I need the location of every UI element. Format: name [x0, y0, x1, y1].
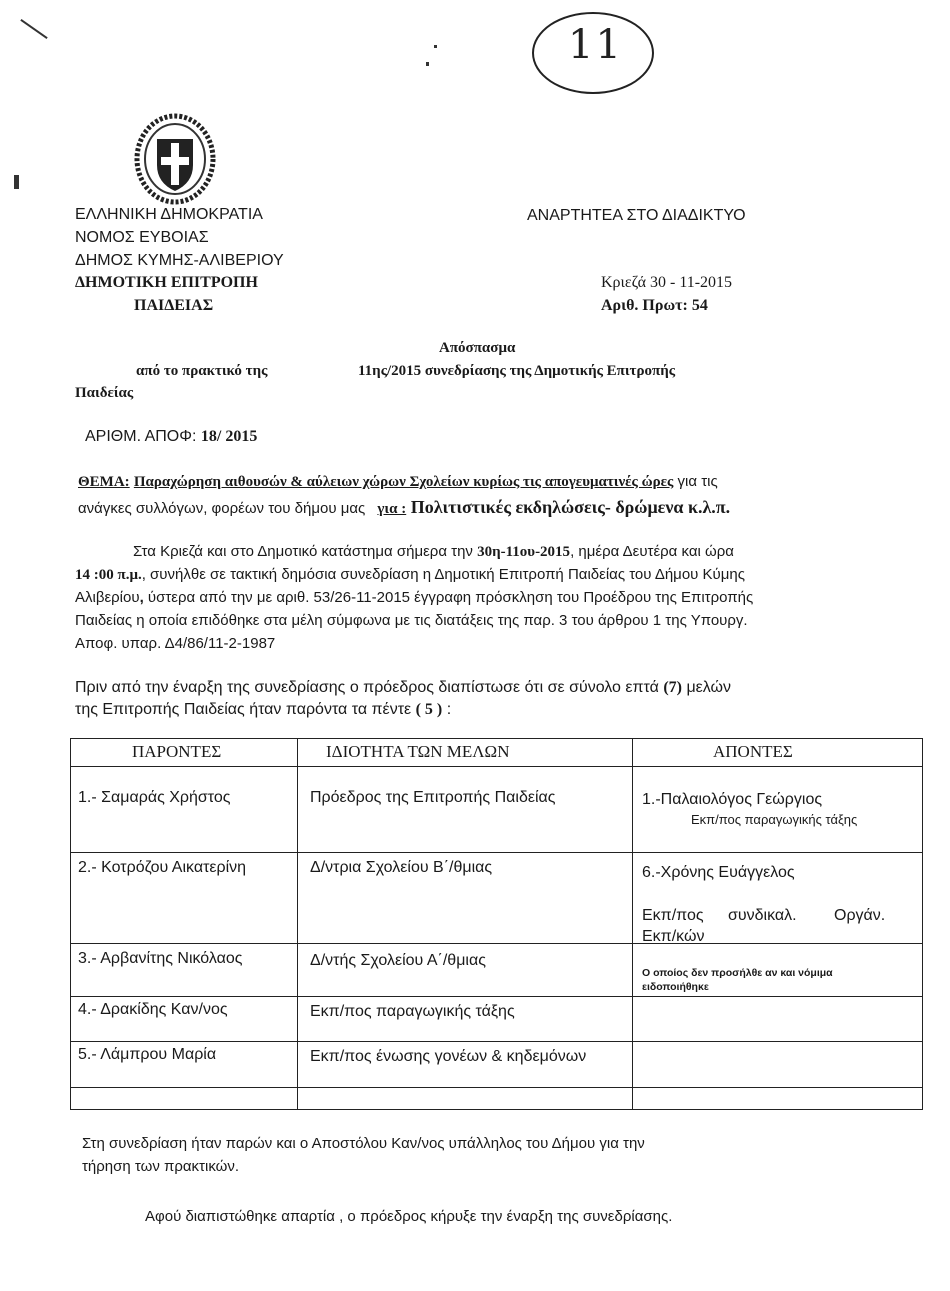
- absence-note-l1: Ο οποίος δεν προσήλθε αν και νόμιμα: [642, 967, 833, 979]
- meeting-date: 30η-11ου-2015: [477, 544, 571, 560]
- absent-member-role-l2: Εκπ/κών: [642, 928, 705, 945]
- body-line1b: , ημέρα Δευτέρα και ώρα: [570, 543, 734, 560]
- extract-title: Απόσπασμα: [439, 340, 516, 356]
- scan-mark: [426, 62, 429, 66]
- extract-line1a: από το πρακτικό της: [136, 363, 268, 379]
- decision-label: ΑΡΙΘΜ. ΑΠΟΦ:: [85, 428, 197, 445]
- present-member: 4.- Δρακίδης Καν/νος: [78, 1001, 228, 1018]
- col-header-role: ΙΔΙΟΤΗΤΑ ΤΩΝ ΜΕΛΩΝ: [326, 742, 510, 761]
- quorum-line1a: Πριν από την έναρξη της συνεδρίασης ο πρόεδρος διαπίστωσε ότι σε σύνολο επτά: [75, 679, 664, 696]
- quorum-declaration: Αφού διαπιστώθηκε απαρτία , ο πρόεδρος κήρυξε την έναρξη της συνεδρίασης.: [145, 1208, 673, 1225]
- body-line3-comma: ,: [139, 589, 144, 606]
- absent-member-role-w1: Εκπ/πος: [642, 907, 704, 924]
- quorum-present: ( 5 ): [415, 701, 443, 718]
- member-role: Δ/ντής Σχολείου Α΄/θμιας: [310, 952, 486, 969]
- minutes-line1: Στη συνεδρίαση ήταν παρών και ο Αποστόλου Καν/νος υπάλληλος του Δήμου για την: [82, 1135, 645, 1152]
- body-line3a: Αλιβερίου: [75, 589, 140, 606]
- scan-mark: [20, 19, 47, 39]
- scan-mark: [14, 175, 19, 189]
- decision-number: 18/ 2015: [200, 428, 258, 445]
- subject-line2a: ανάγκες συλλόγων, φορέων του δήμου μας: [78, 500, 366, 517]
- coat-of-arms-emblem: [134, 113, 216, 205]
- meeting-time: 14 :00 π.μ.: [75, 567, 142, 583]
- col-header-absent: ΑΠΟΝΤΕΣ: [713, 742, 793, 761]
- member-role: Εκπ/πος παραγωγικής τάξης: [310, 1003, 515, 1020]
- attendance-table: [70, 738, 923, 1110]
- scan-mark: [434, 45, 437, 48]
- place-date: Κριεζά 30 - 11-2015: [601, 274, 733, 291]
- present-member: 1.- Σαμαράς Χρήστος: [78, 789, 231, 806]
- header-committee: ΔΗΜΟΤΙΚΗ ΕΠΙΤΡΟΠΗ: [75, 274, 258, 291]
- subject-for: για :: [377, 501, 407, 517]
- quorum-line2b: :: [442, 701, 452, 718]
- quorum-total: (7): [663, 679, 682, 696]
- header-country: ΕΛΛΗΝΙΚΗ ΔΗΜΟΚΡΑΤΙΑ: [75, 206, 263, 223]
- body-line4: Παιδείας η οποία επιδόθηκε στα μέλη σύμφωνα με τις διατάξεις της παρ. 3 του άρθρου 1 της Υπουργ.: [75, 612, 748, 629]
- quorum-line2a: της Επιτροπής Παιδείας ήταν παρόντα τα πέντε: [75, 701, 416, 718]
- minutes-line2: τήρηση των πρακτικών.: [82, 1158, 240, 1175]
- member-role: Πρόεδρος της Επιτροπής Παιδείας: [310, 789, 556, 806]
- absent-member: 6.-Χρόνης Ευάγγελος: [642, 864, 795, 881]
- extract-line2: Παιδείας: [75, 385, 134, 401]
- present-member: 2.- Κοτρόζου Αικατερίνη: [78, 859, 247, 876]
- member-role: Εκπ/πος ένωσης γονέων & κηδεμόνων: [310, 1048, 587, 1065]
- body-line2: , συνήλθε σε τακτική δημόσια συνεδρίαση η Δημοτική Επιτροπή Παιδείας του Δήμου Κύμης: [141, 566, 745, 583]
- protocol-number: Αριθ. Πρωτ: 54: [601, 297, 708, 314]
- absent-member: 1.-Παλαιολόγος Γεώργιος: [642, 791, 823, 808]
- header-municipality: ΔΗΜΟΣ ΚΥΜΗΣ-ΑΛΙΒΕΡΙΟΥ: [75, 252, 284, 269]
- subject-tail: για τις: [673, 473, 718, 490]
- page-number: 11: [568, 22, 623, 68]
- posting-note: ΑΝΑΡΤΗΤΕΑ ΣΤΟ ΔΙΑΔΙΚΤΥΟ: [527, 207, 746, 224]
- subject-heading: Παραχώρηση αιθουσών & αύλειων χώρων Σχολείων κυρίως τις απογευματινές ώρες: [133, 474, 674, 490]
- header-committee-name: ΠΑΙΔΕΙΑΣ: [134, 297, 214, 314]
- subject-events: Πολιτιστικές εκδηλώσεις- δρώμενα κ.λ.π.: [406, 497, 731, 517]
- subject-label: ΘΕΜΑ:: [78, 474, 130, 490]
- absent-member-role-w3: Οργάν.: [834, 907, 886, 924]
- absent-member-role-w2: συνδικαλ.: [728, 907, 797, 924]
- header-prefecture: ΝΟΜΟΣ ΕΥΒΟΙΑΣ: [75, 229, 209, 246]
- body-line5: Αποφ. υπαρ. Δ4/86/11-2-1987: [75, 635, 276, 652]
- quorum-line1b: μελών: [682, 679, 732, 696]
- body-line1a: Στα Κριεζά και στο Δημοτικό κατάστημα σήμερα την: [133, 543, 478, 560]
- member-role: Δ/ντρια Σχολείου Β΄/θμιας: [310, 859, 493, 876]
- present-member: 3.- Αρβανίτης Νικόλαος: [78, 950, 243, 967]
- col-header-present: ΠΑΡΟΝΤΕΣ: [132, 742, 222, 761]
- extract-line1b: 11ης/2015 συνεδρίασης της Δημοτικής Επιτροπής: [358, 363, 676, 379]
- absence-note-l2: ειδοποιήθηκε: [642, 981, 709, 993]
- body-line3b: ύστερα από την με αριθ. 53/26-11-2015 έγγραφη πρόσκληση του Προέδρου της Επιτροπής: [143, 589, 754, 606]
- present-member: 5.- Λάμπρου Μαρία: [78, 1046, 217, 1063]
- absent-member-role: Εκπ/πος παραγωγικής τάξης: [691, 812, 858, 827]
